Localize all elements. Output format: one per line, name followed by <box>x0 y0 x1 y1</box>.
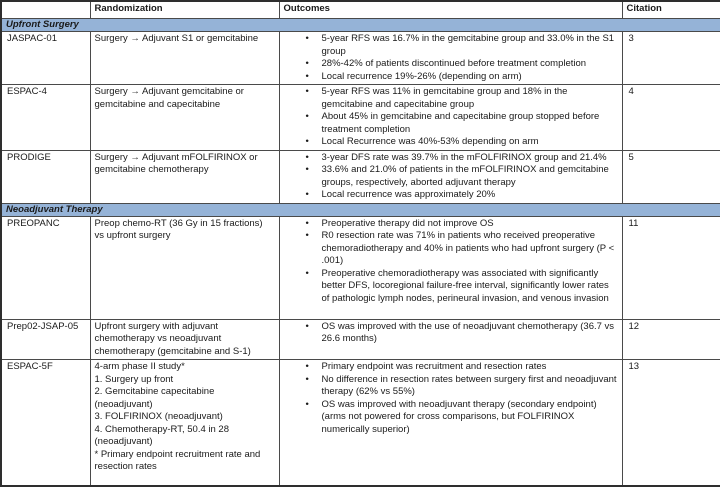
table-row <box>1 216 720 319</box>
citation-number: 11 <box>622 216 720 319</box>
randomization-line: Surgery → Adjuvant gemcitabine or gemcitabine and capecitabine <box>94 86 244 110</box>
randomization-line: * Primary endpoint recruitment rate and resection rates <box>94 448 261 472</box>
col-header-trial <box>1 1 90 19</box>
randomization-text <box>90 32 279 85</box>
citation-number: 4 <box>622 85 720 151</box>
table-row <box>1 360 720 486</box>
outcome-bullet-item: • Local recurrence 19%-26% (depending on arm) <box>284 71 618 84</box>
col-header-outcomes: Outcomes <box>279 1 622 19</box>
trial-name: PRODIGE <box>1 150 90 203</box>
randomization-line: Surgery → Adjuvant mFOLFIRINOX or gemcitabine chemotherapy <box>94 151 258 175</box>
outcomes-list <box>279 85 622 151</box>
col-header-randomization: Randomization <box>90 1 279 19</box>
randomization-line: Upfront surgery with adjuvant chemotherapy vs neoadjuvant chemotherapy (gemcitabine and S-1) <box>94 320 251 357</box>
outcome-bullet-item: • Preoperative chemoradiotherapy was associated with significantly better DFS, locoregional failure-free interval, significantly lower rates of pathologic lymph nodes, perineural invasion, and venous invasion <box>284 268 618 306</box>
header-row <box>1 1 720 19</box>
outcome-bullet-item: • 33.6% and 21.0% of patients in the mFOLFIRINOX and gemcitabine groups, respectively, aborted adjuvant therapy <box>284 164 618 189</box>
section-label: Upfront Surgery <box>1 19 720 32</box>
randomization-text <box>90 150 279 203</box>
outcome-bullet-item: • OS was improved with the use of neoadjuvant chemotherapy (36.7 vs 26.6 months) <box>284 321 618 346</box>
section-row <box>1 203 720 216</box>
trial-name: ESPAC-5F <box>1 360 90 486</box>
randomization-line: 2. Gemcitabine capecitabine (neoadjuvant) <box>94 386 215 410</box>
randomization-line: 4. Chemotherapy-RT, 50.4 in 28 (neoadjuvant) <box>94 423 229 447</box>
outcome-bullet-item: • R0 resection rate was 71% in patients who received preoperative chemoradiotherapy and 40% in patients who had upfront surgery (P < .001) <box>284 230 618 268</box>
randomization-line: 3. FOLFIRINOX (neoadjuvant) <box>94 411 223 422</box>
table-row <box>1 85 720 151</box>
outcome-bullet-item: • OS was improved with neoadjuvant therapy (secondary endpoint) (arms not powered for cross comparisons, but FOLFIRINOX numerically superior) <box>284 399 618 437</box>
randomization-line: Surgery → Adjuvant S1 or gemcitabine <box>94 33 259 44</box>
outcomes-list <box>279 319 622 360</box>
outcome-bullet-item: • 3-year DFS rate was 39.7% in the mFOLFIRINOX group and 21.4% <box>284 152 618 165</box>
outcomes-list <box>279 216 622 319</box>
trial-name: JASPAC-01 <box>1 32 90 85</box>
outcome-bullet-item: • 5-year RFS was 16.7% in the gemcitabine group and 33.0% in the S1 group <box>284 33 618 58</box>
outcome-bullet-item: • Primary endpoint was recruitment and resection rates <box>284 361 618 374</box>
table-row <box>1 150 720 203</box>
table-row <box>1 32 720 85</box>
randomization-text <box>90 360 279 486</box>
table-body <box>1 19 720 486</box>
randomization-line: 1. Surgery up front <box>94 373 174 385</box>
randomization-text <box>90 216 279 319</box>
randomization-text <box>90 85 279 151</box>
trial-name: Prep02-JSAP-05 <box>1 319 90 360</box>
table-row <box>1 319 720 360</box>
outcomes-list <box>279 360 622 486</box>
randomization-text <box>90 319 279 360</box>
trial-name: ESPAC-4 <box>1 85 90 151</box>
section-row <box>1 19 720 32</box>
section-label: Neoadjuvant Therapy <box>1 203 720 216</box>
outcomes-list <box>279 150 622 203</box>
trial-name: PREOPANC <box>1 216 90 319</box>
outcome-bullet-item: • Local recurrence was approximately 20% <box>284 189 618 202</box>
randomization-line: 4-arm phase II study* <box>94 361 185 372</box>
randomization-line: Preop chemo-RT (36 Gy in 15 fractions) vs upfront surgery <box>94 217 263 241</box>
outcome-bullet-item: • About 45% in gemcitabine and capecitabine group stopped before treatment completion <box>284 111 618 136</box>
outcomes-list <box>279 32 622 85</box>
table-header <box>1 1 720 19</box>
citation-number: 13 <box>622 360 720 486</box>
col-header-citation: Citation <box>622 1 720 19</box>
outcome-bullet-item: • Local Recurrence was 40%-53% depending on arm <box>284 136 618 149</box>
outcome-bullet-item: • Preoperative therapy did not improve OS <box>284 218 618 231</box>
outcome-bullet-item: • No difference in resection rates between surgery first and neoadjuvant therapy (62% vs 55%) <box>284 374 618 399</box>
outcome-bullet-item: • 5-year RFS was 11% in gemcitabine group and 18% in the gemcitabine and capecitabine group <box>284 86 618 111</box>
citation-number: 3 <box>622 32 720 85</box>
citation-number: 5 <box>622 150 720 203</box>
outcome-bullet-item: • 28%-42% of patients discontinued before treatment completion <box>284 58 618 71</box>
citation-number: 12 <box>622 319 720 360</box>
